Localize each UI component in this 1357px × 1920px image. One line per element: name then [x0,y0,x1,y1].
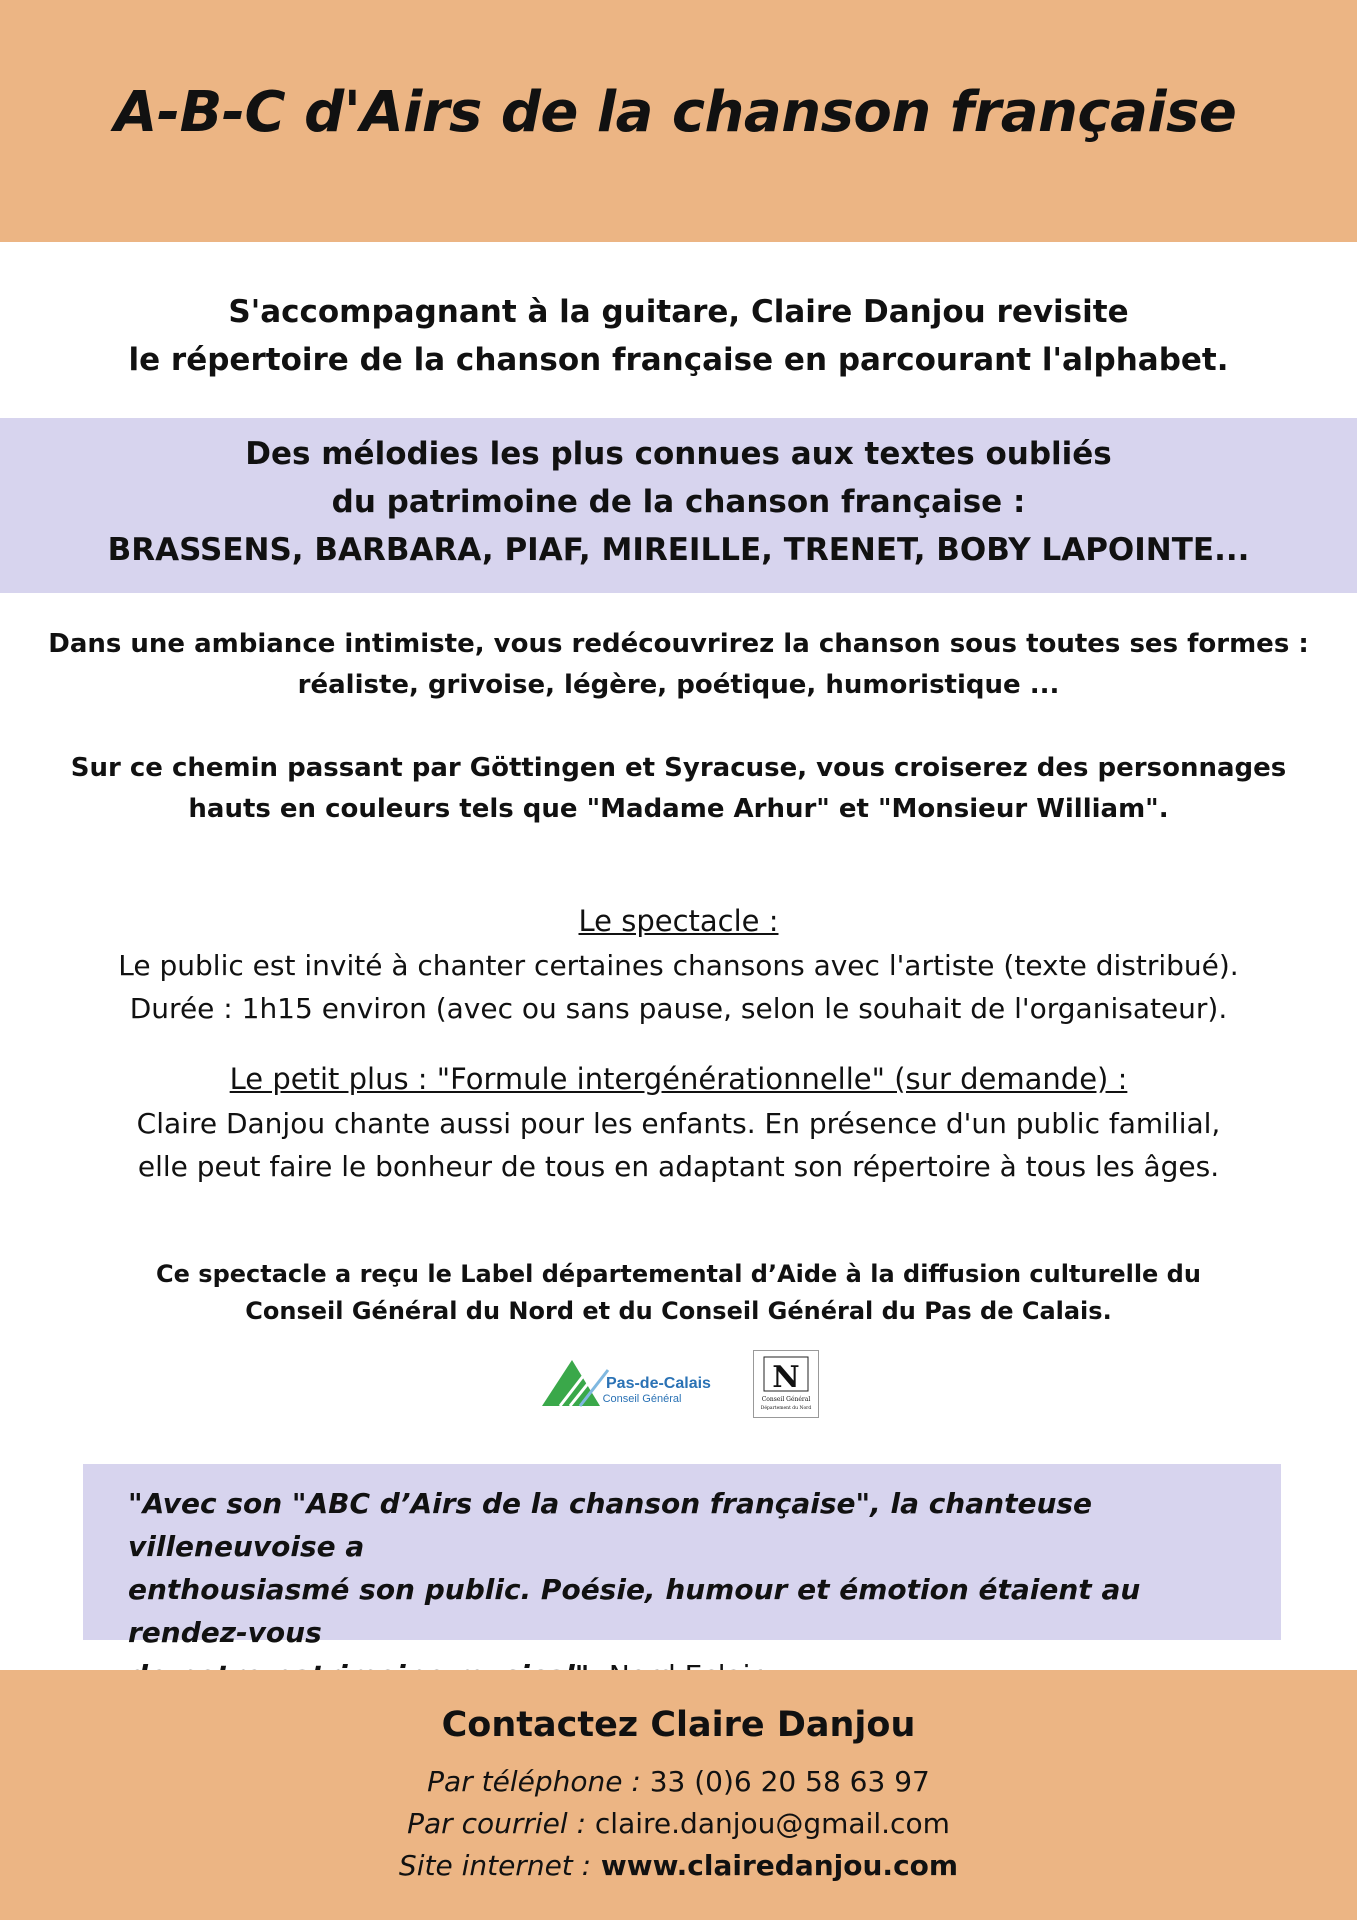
press-quote-box [83,1464,1281,1649]
phone-label: Par téléphone : [427,1765,641,1798]
chemin-line-1: Sur ce chemin passant par Göttingen et Syracuse, vous croiserez des personnages [70,753,1287,783]
nord-logo-sub: Département du Nord [760,1406,812,1411]
nord-logo-name: Conseil Général [761,1396,811,1403]
website-link[interactable]: www.clairedanjou.com [591,1849,959,1882]
conseil-general-nord-logo [753,1350,819,1418]
petit-plus-heading: Le petit plus : "Formule intergénérationnelle" (sur demande) : [229,1062,1128,1096]
intro-text [0,288,1357,384]
sponsor-logos [0,1350,1357,1420]
email-label: Par courriel : [407,1807,587,1840]
chemin-text [0,748,1357,830]
melodies-line-2: du patrimoine de la chanson française : [331,484,1026,520]
press-quote [128,1482,1258,1697]
melodies-text [0,430,1357,574]
spectacle-line-2: Durée : 1h15 environ (avec ou sans pause, selon le souhait de l'organisateur). [129,992,1228,1025]
label-text [0,1256,1357,1330]
pas-de-calais-logo [542,1358,722,1412]
label-line-2: Conseil Général du Nord et du Conseil Général du Pas de Calais. [245,1297,1112,1325]
pdc-logo-sub: Conseil Général [602,1393,682,1405]
intro-line-2: le répertoire de la chanson française en parcourant l'alphabet. [128,342,1229,378]
spectacle-heading: Le spectacle : [578,904,779,938]
contact-email [0,1803,1357,1845]
contact-website [0,1845,1357,1887]
website-label: Site internet : [398,1849,592,1882]
nord-logo-letter: N [772,1360,800,1395]
ambiance-text [0,624,1357,706]
melodies-line-1: Des mélodies les plus connues aux textes oubliés [245,436,1112,472]
intro-line-1: S'accompagnant à la guitare, Claire Danjou revisite [228,294,1129,330]
spectacle-line-1: Le public est invité à chanter certaines chansons avec l'artiste (texte distribué). [118,949,1239,982]
spectacle-text [0,944,1357,1030]
pdc-logo-name: Pas-de-Calais [606,1375,711,1392]
email-value[interactable]: claire.danjou@gmail.com [586,1807,950,1840]
chemin-line-2: hauts en couleurs tels que "Madame Arhur" et "Monsieur William". [188,794,1169,824]
page-title: A-B-C d'Airs de la chanson française [114,80,1237,145]
contact-heading: Contactez Claire Danjou [441,1705,916,1745]
label-line-1: Ce spectacle a reçu le Label départemental d’Aide à la diffusion culturelle du [156,1260,1201,1288]
petit-plus-text [0,1102,1357,1188]
quote-line-2: enthousiasmé son public. Poésie, humour et émotion étaient au rendez-vous [128,1573,1141,1649]
ambiance-line-2: réaliste, grivoise, légère, poétique, humoristique ... [297,670,1060,700]
ambiance-line-1: Dans une ambiance intimiste, vous redécouvrirez la chanson sous toutes ses formes : [48,629,1309,659]
petit-plus-line-1: Claire Danjou chante aussi pour les enfants. En présence d'un public familial, [136,1107,1221,1140]
petit-plus-line-2: elle peut faire le bonheur de tous en adaptant son répertoire à tous les âges. [137,1150,1220,1183]
contact-phone [0,1761,1357,1803]
melodies-artists: BRASSENS, BARBARA, PIAF, MIREILLE, TRENET, BOBY LAPOINTE... [107,532,1250,568]
phone-value[interactable]: 33 (0)6 20 58 63 97 [640,1765,930,1798]
quote-line-1: "Avec son "ABC d’Airs de la chanson française", la chanteuse villeneuvoise a [128,1487,1093,1563]
